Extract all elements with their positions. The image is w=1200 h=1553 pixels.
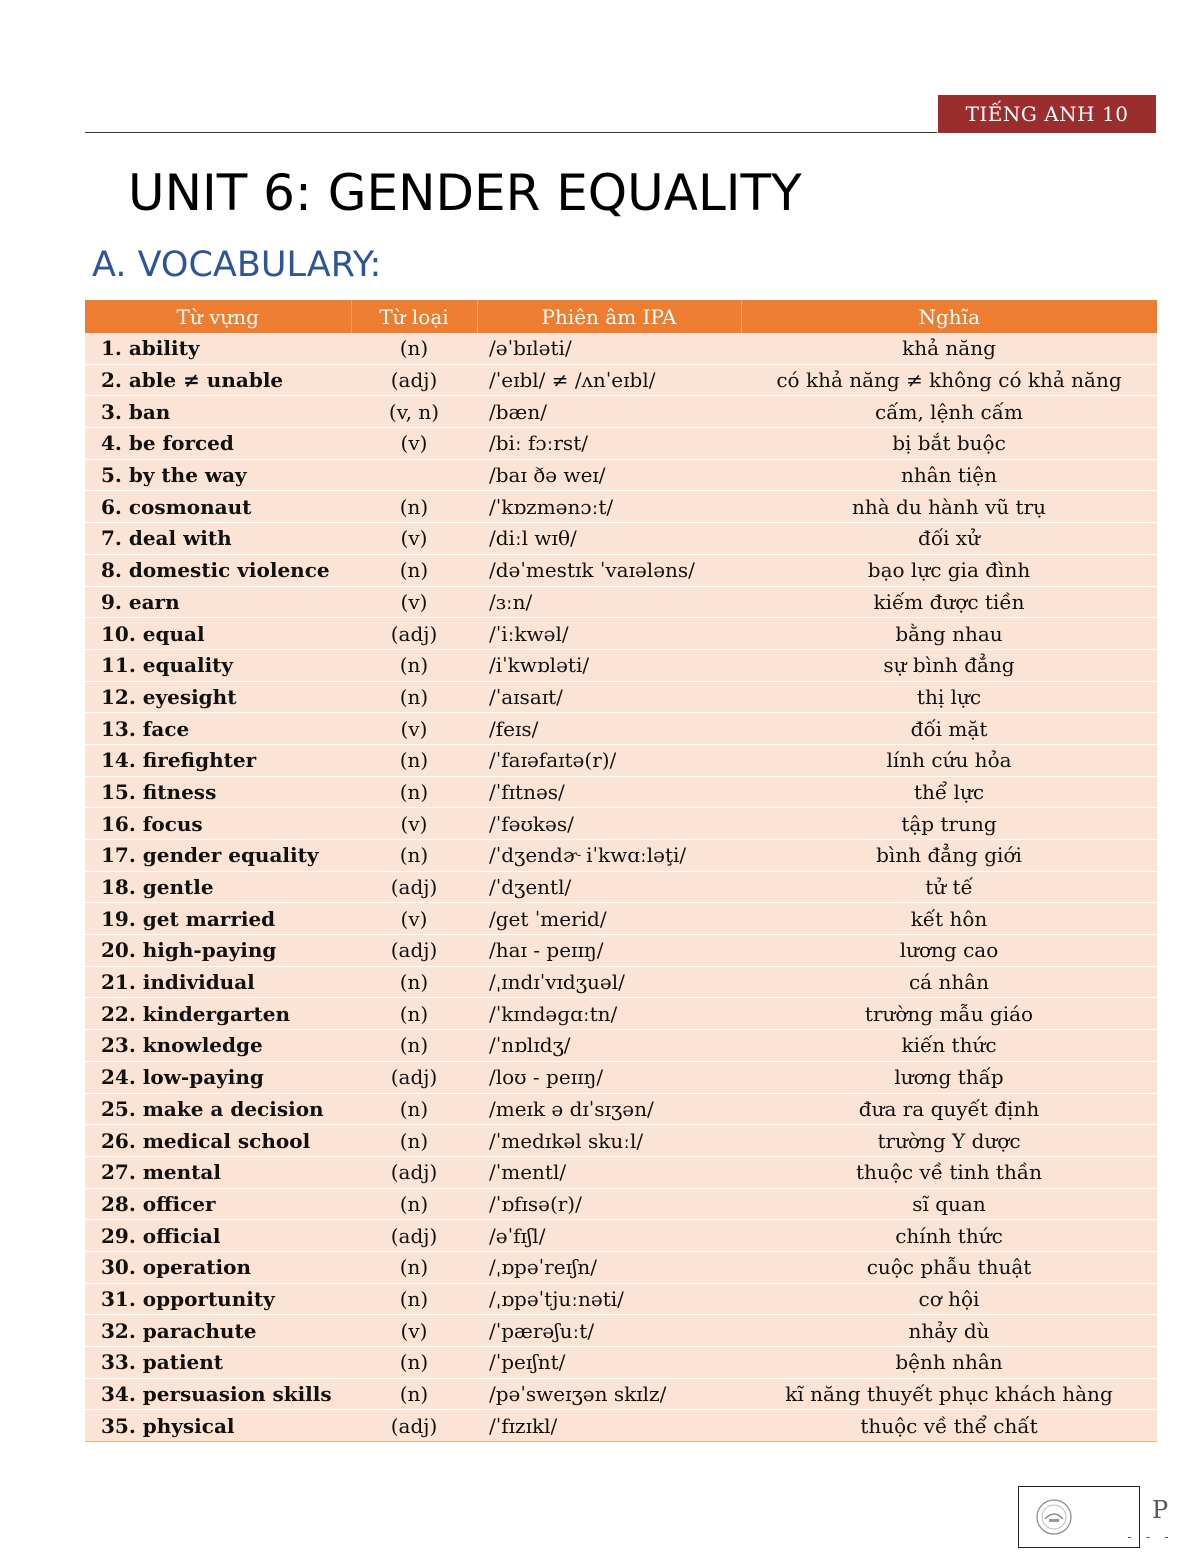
- vocab-meaning: cơ hội: [741, 1283, 1157, 1315]
- vocab-ipa: /ˈfɪzɪkl/: [477, 1410, 741, 1442]
- table-row: [85, 1125, 1157, 1157]
- vocab-word: 6. cosmonaut: [85, 491, 351, 523]
- table-row: [85, 1410, 1157, 1442]
- vocab-ipa: /pəˈsweɪʒən skɪlz/: [477, 1378, 741, 1410]
- section-title: A. VOCABULARY:: [92, 245, 382, 285]
- vocab-meaning: thị lực: [741, 681, 1157, 713]
- vocab-part-of-speech: (adj): [351, 935, 477, 967]
- vocab-ipa: /ˈaɪsaɪt/: [477, 681, 741, 713]
- vocab-word: 32. parachute: [85, 1315, 351, 1347]
- vocab-ipa: /ˈiːkwəl/: [477, 618, 741, 650]
- vocab-word: 18. gentle: [85, 871, 351, 903]
- vocab-meaning: nhân tiện: [741, 459, 1157, 491]
- vocab-part-of-speech: (adj): [351, 364, 477, 396]
- table-row: [85, 1061, 1157, 1093]
- vocab-part-of-speech: (n): [351, 1188, 477, 1220]
- vocab-word: 11. equality: [85, 649, 351, 681]
- vocab-part-of-speech: (n): [351, 1378, 477, 1410]
- vocab-meaning: kiến thức: [741, 1030, 1157, 1062]
- vocab-meaning: đối mặt: [741, 713, 1157, 745]
- vocab-part-of-speech: (n): [351, 681, 477, 713]
- vocab-meaning: thể lực: [741, 776, 1157, 808]
- table-row: [85, 776, 1157, 808]
- vocab-meaning: cấm, lệnh cấm: [741, 396, 1157, 428]
- vocab-part-of-speech: (v): [351, 808, 477, 840]
- vocab-part-of-speech: (n): [351, 1125, 477, 1157]
- vocab-part-of-speech: (v): [351, 586, 477, 618]
- vocab-meaning: kết hôn: [741, 903, 1157, 935]
- vocab-word: 28. officer: [85, 1188, 351, 1220]
- vocab-meaning: bệnh nhân: [741, 1347, 1157, 1379]
- table-row: [85, 364, 1157, 396]
- vocab-word: 25. make a decision: [85, 1093, 351, 1125]
- header-rule: [85, 132, 937, 133]
- vocab-part-of-speech: (n): [351, 840, 477, 872]
- vocab-word: 4. be forced: [85, 428, 351, 460]
- table-row: [85, 491, 1157, 523]
- vocab-part-of-speech: (adj): [351, 1061, 477, 1093]
- vocab-word: 15. fitness: [85, 776, 351, 808]
- vocab-ipa: /əˈfɪʃl/: [477, 1220, 741, 1252]
- table-row: [85, 681, 1157, 713]
- vocab-ipa: /ˈdʒentl/: [477, 871, 741, 903]
- vocab-word: 13. face: [85, 713, 351, 745]
- vocab-ipa: /ˈkɒzmənɔːt/: [477, 491, 741, 523]
- vocab-part-of-speech: (adj): [351, 1410, 477, 1442]
- table-row: [85, 1030, 1157, 1062]
- vocab-word: 17. gender equality: [85, 840, 351, 872]
- table-row: [85, 523, 1157, 555]
- table-row: [85, 840, 1157, 872]
- vocab-meaning: cá nhân: [741, 966, 1157, 998]
- vocab-ipa: /get ˈmerid/: [477, 903, 741, 935]
- vocab-part-of-speech: (v): [351, 523, 477, 555]
- vocab-word: 5. by the way: [85, 459, 351, 491]
- vocab-part-of-speech: (n): [351, 1347, 477, 1379]
- vocab-word: 31. opportunity: [85, 1283, 351, 1315]
- table-row: [85, 1188, 1157, 1220]
- vocab-word: 10. equal: [85, 618, 351, 650]
- vocab-part-of-speech: (n): [351, 1093, 477, 1125]
- vocab-ipa: /ˈfɪtnəs/: [477, 776, 741, 808]
- vocab-word: 19. get married: [85, 903, 351, 935]
- vocab-meaning: sĩ quan: [741, 1188, 1157, 1220]
- table-row: [85, 998, 1157, 1030]
- vocab-meaning: lương cao: [741, 935, 1157, 967]
- vocab-ipa: /əˈbɪləti/: [477, 333, 741, 364]
- vocab-ipa: /ˈnɒlɪdʒ/: [477, 1030, 741, 1062]
- vocab-ipa: /ˈfaɪəfaɪtə(r)/: [477, 744, 741, 776]
- vocab-meaning: nhảy dù: [741, 1315, 1157, 1347]
- vocab-ipa: /loʊ - peɪɪŋ/: [477, 1061, 741, 1093]
- table-row: [85, 1220, 1157, 1252]
- table-header-row: [85, 300, 1157, 333]
- vocab-meaning: bạo lực gia đình: [741, 554, 1157, 586]
- vocab-word: 34. persuasion skills: [85, 1378, 351, 1410]
- vocab-word: 12. eyesight: [85, 681, 351, 713]
- vocab-part-of-speech: (v): [351, 428, 477, 460]
- vocab-word: 24. low-paying: [85, 1061, 351, 1093]
- school-logo-icon: [1034, 1497, 1074, 1537]
- footer-dots: - - -: [1126, 1530, 1173, 1544]
- vocab-meaning: tập trung: [741, 808, 1157, 840]
- vocab-meaning: bình đẳng giới: [741, 840, 1157, 872]
- vocab-meaning: chính thức: [741, 1220, 1157, 1252]
- page-letter: P: [1152, 1496, 1169, 1524]
- table-row: [85, 333, 1157, 364]
- table-row: [85, 903, 1157, 935]
- vocab-ipa: /ˈɒfɪsə(r)/: [477, 1188, 741, 1220]
- vocab-ipa: /ˌɪndɪˈvɪdʒuəl/: [477, 966, 741, 998]
- table-row: [85, 1251, 1157, 1283]
- vocab-part-of-speech: (n): [351, 776, 477, 808]
- vocab-ipa: /ˈmentl/: [477, 1156, 741, 1188]
- table-row: [85, 1156, 1157, 1188]
- vocab-meaning: thuộc về thể chất: [741, 1410, 1157, 1442]
- vocab-word: 26. medical school: [85, 1125, 351, 1157]
- vocab-part-of-speech: (n): [351, 491, 477, 523]
- vocab-meaning: lương thấp: [741, 1061, 1157, 1093]
- table-row: [85, 586, 1157, 618]
- vocab-ipa: /ɜːn/: [477, 586, 741, 618]
- vocab-ipa: /feɪs/: [477, 713, 741, 745]
- vocab-word: 3. ban: [85, 396, 351, 428]
- header-meaning: Nghĩa: [741, 300, 1157, 333]
- vocab-word: 22. kindergarten: [85, 998, 351, 1030]
- vocab-meaning: bị bắt buộc: [741, 428, 1157, 460]
- vocab-word: 21. individual: [85, 966, 351, 998]
- vocab-part-of-speech: (adj): [351, 618, 477, 650]
- vocab-word: 9. earn: [85, 586, 351, 618]
- vocab-meaning: cuộc phẫu thuật: [741, 1251, 1157, 1283]
- table-row: [85, 649, 1157, 681]
- vocab-word: 16. focus: [85, 808, 351, 840]
- vocab-meaning: đối xử: [741, 523, 1157, 555]
- vocab-word: 2. able ≠ unable: [85, 364, 351, 396]
- vocab-meaning: kĩ năng thuyết phục khách hàng: [741, 1378, 1157, 1410]
- header-part-of-speech: Từ loại: [351, 300, 477, 333]
- vocab-part-of-speech: (adj): [351, 1220, 477, 1252]
- table-row: [85, 428, 1157, 460]
- vocab-ipa: /diːl wɪθ/: [477, 523, 741, 555]
- vocab-part-of-speech: (n): [351, 998, 477, 1030]
- table-row: [85, 396, 1157, 428]
- vocab-ipa: /dəˈmestɪk ˈvaɪələns/: [477, 554, 741, 586]
- table-row: [85, 1347, 1157, 1379]
- vocab-ipa: /ˌɒpəˈreɪʃn/: [477, 1251, 741, 1283]
- vocab-ipa: /biː fɔːrst/: [477, 428, 741, 460]
- vocab-word: 1. ability: [85, 333, 351, 364]
- vocab-part-of-speech: (n): [351, 1030, 477, 1062]
- vocab-meaning: khả năng: [741, 333, 1157, 364]
- vocab-part-of-speech: (v): [351, 1315, 477, 1347]
- table-row: [85, 966, 1157, 998]
- table-row: [85, 459, 1157, 491]
- vocab-word: 33. patient: [85, 1347, 351, 1379]
- vocab-word: 30. operation: [85, 1251, 351, 1283]
- vocab-part-of-speech: (n): [351, 744, 477, 776]
- vocab-meaning: đưa ra quyết định: [741, 1093, 1157, 1125]
- subject-badge: TIẾNG ANH 10: [938, 95, 1156, 133]
- vocab-word: 35. physical: [85, 1410, 351, 1442]
- table-row: [85, 554, 1157, 586]
- vocab-ipa: /baɪ ðə weɪ/: [477, 459, 741, 491]
- vocab-meaning: tử tế: [741, 871, 1157, 903]
- vocab-word: 8. domestic violence: [85, 554, 351, 586]
- vocab-meaning: lính cứu hỏa: [741, 744, 1157, 776]
- vocab-part-of-speech: (adj): [351, 1156, 477, 1188]
- vocab-ipa: /ˌɒpəˈtjuːnəti/: [477, 1283, 741, 1315]
- table-row: [85, 1283, 1157, 1315]
- vocab-part-of-speech: (n): [351, 554, 477, 586]
- vocab-meaning: thuộc về tinh thần: [741, 1156, 1157, 1188]
- vocab-part-of-speech: (adj): [351, 871, 477, 903]
- table-row: [85, 1093, 1157, 1125]
- table-row: [85, 713, 1157, 745]
- vocab-meaning: sự bình đẳng: [741, 649, 1157, 681]
- vocab-part-of-speech: (n): [351, 649, 477, 681]
- vocab-word: 27. mental: [85, 1156, 351, 1188]
- vocab-ipa: /iˈkwɒləti/: [477, 649, 741, 681]
- vocab-word: 14. firefighter: [85, 744, 351, 776]
- vocab-part-of-speech: (n): [351, 966, 477, 998]
- vocab-ipa: /ˈmedɪkəl skuːl/: [477, 1125, 741, 1157]
- table-row: [85, 744, 1157, 776]
- vocab-meaning: bằng nhau: [741, 618, 1157, 650]
- vocabulary-table: [85, 300, 1157, 1442]
- vocab-word: 7. deal with: [85, 523, 351, 555]
- vocab-part-of-speech: (n): [351, 1251, 477, 1283]
- vocab-meaning: nhà du hành vũ trụ: [741, 491, 1157, 523]
- page-title: UNIT 6: GENDER EQUALITY: [128, 164, 802, 222]
- header-ipa: Phiên âm IPA: [477, 300, 741, 333]
- vocab-word: 20. high-paying: [85, 935, 351, 967]
- table-row: [85, 1378, 1157, 1410]
- vocab-meaning: trường Y dược: [741, 1125, 1157, 1157]
- table-row: [85, 935, 1157, 967]
- vocab-meaning: kiếm được tiền: [741, 586, 1157, 618]
- table-row: [85, 871, 1157, 903]
- table-row: [85, 1315, 1157, 1347]
- vocab-word: 29. official: [85, 1220, 351, 1252]
- table-body: [85, 333, 1157, 1442]
- vocab-ipa: /ˈkɪndəɡɑːtn/: [477, 998, 741, 1030]
- vocab-ipa: /ˈfəʊkəs/: [477, 808, 741, 840]
- table-row: [85, 808, 1157, 840]
- vocab-ipa: /ˈpærəʃuːt/: [477, 1315, 741, 1347]
- vocab-ipa: /ˈpeɪʃnt/: [477, 1347, 741, 1379]
- vocab-word: 23. knowledge: [85, 1030, 351, 1062]
- vocab-part-of-speech: (n): [351, 333, 477, 364]
- vocab-ipa: /ˈeɪbl/ ≠ /ʌnˈeɪbl/: [477, 364, 741, 396]
- vocab-ipa: /haɪ - peɪɪŋ/: [477, 935, 741, 967]
- table-row: [85, 618, 1157, 650]
- vocab-meaning: có khả năng ≠ không có khả năng: [741, 364, 1157, 396]
- vocab-part-of-speech: (v, n): [351, 396, 477, 428]
- header-word: Từ vựng: [85, 300, 351, 333]
- vocab-ipa: /ˈdʒendɚ iˈkwɑːləţi/: [477, 840, 741, 872]
- vocab-ipa: /meɪk ə dɪˈsɪʒən/: [477, 1093, 741, 1125]
- vocab-part-of-speech: (v): [351, 713, 477, 745]
- vocab-meaning: trường mẫu giáo: [741, 998, 1157, 1030]
- vocab-ipa: /bæn/: [477, 396, 741, 428]
- vocab-part-of-speech: [351, 459, 477, 491]
- vocab-part-of-speech: (n): [351, 1283, 477, 1315]
- vocab-part-of-speech: (v): [351, 903, 477, 935]
